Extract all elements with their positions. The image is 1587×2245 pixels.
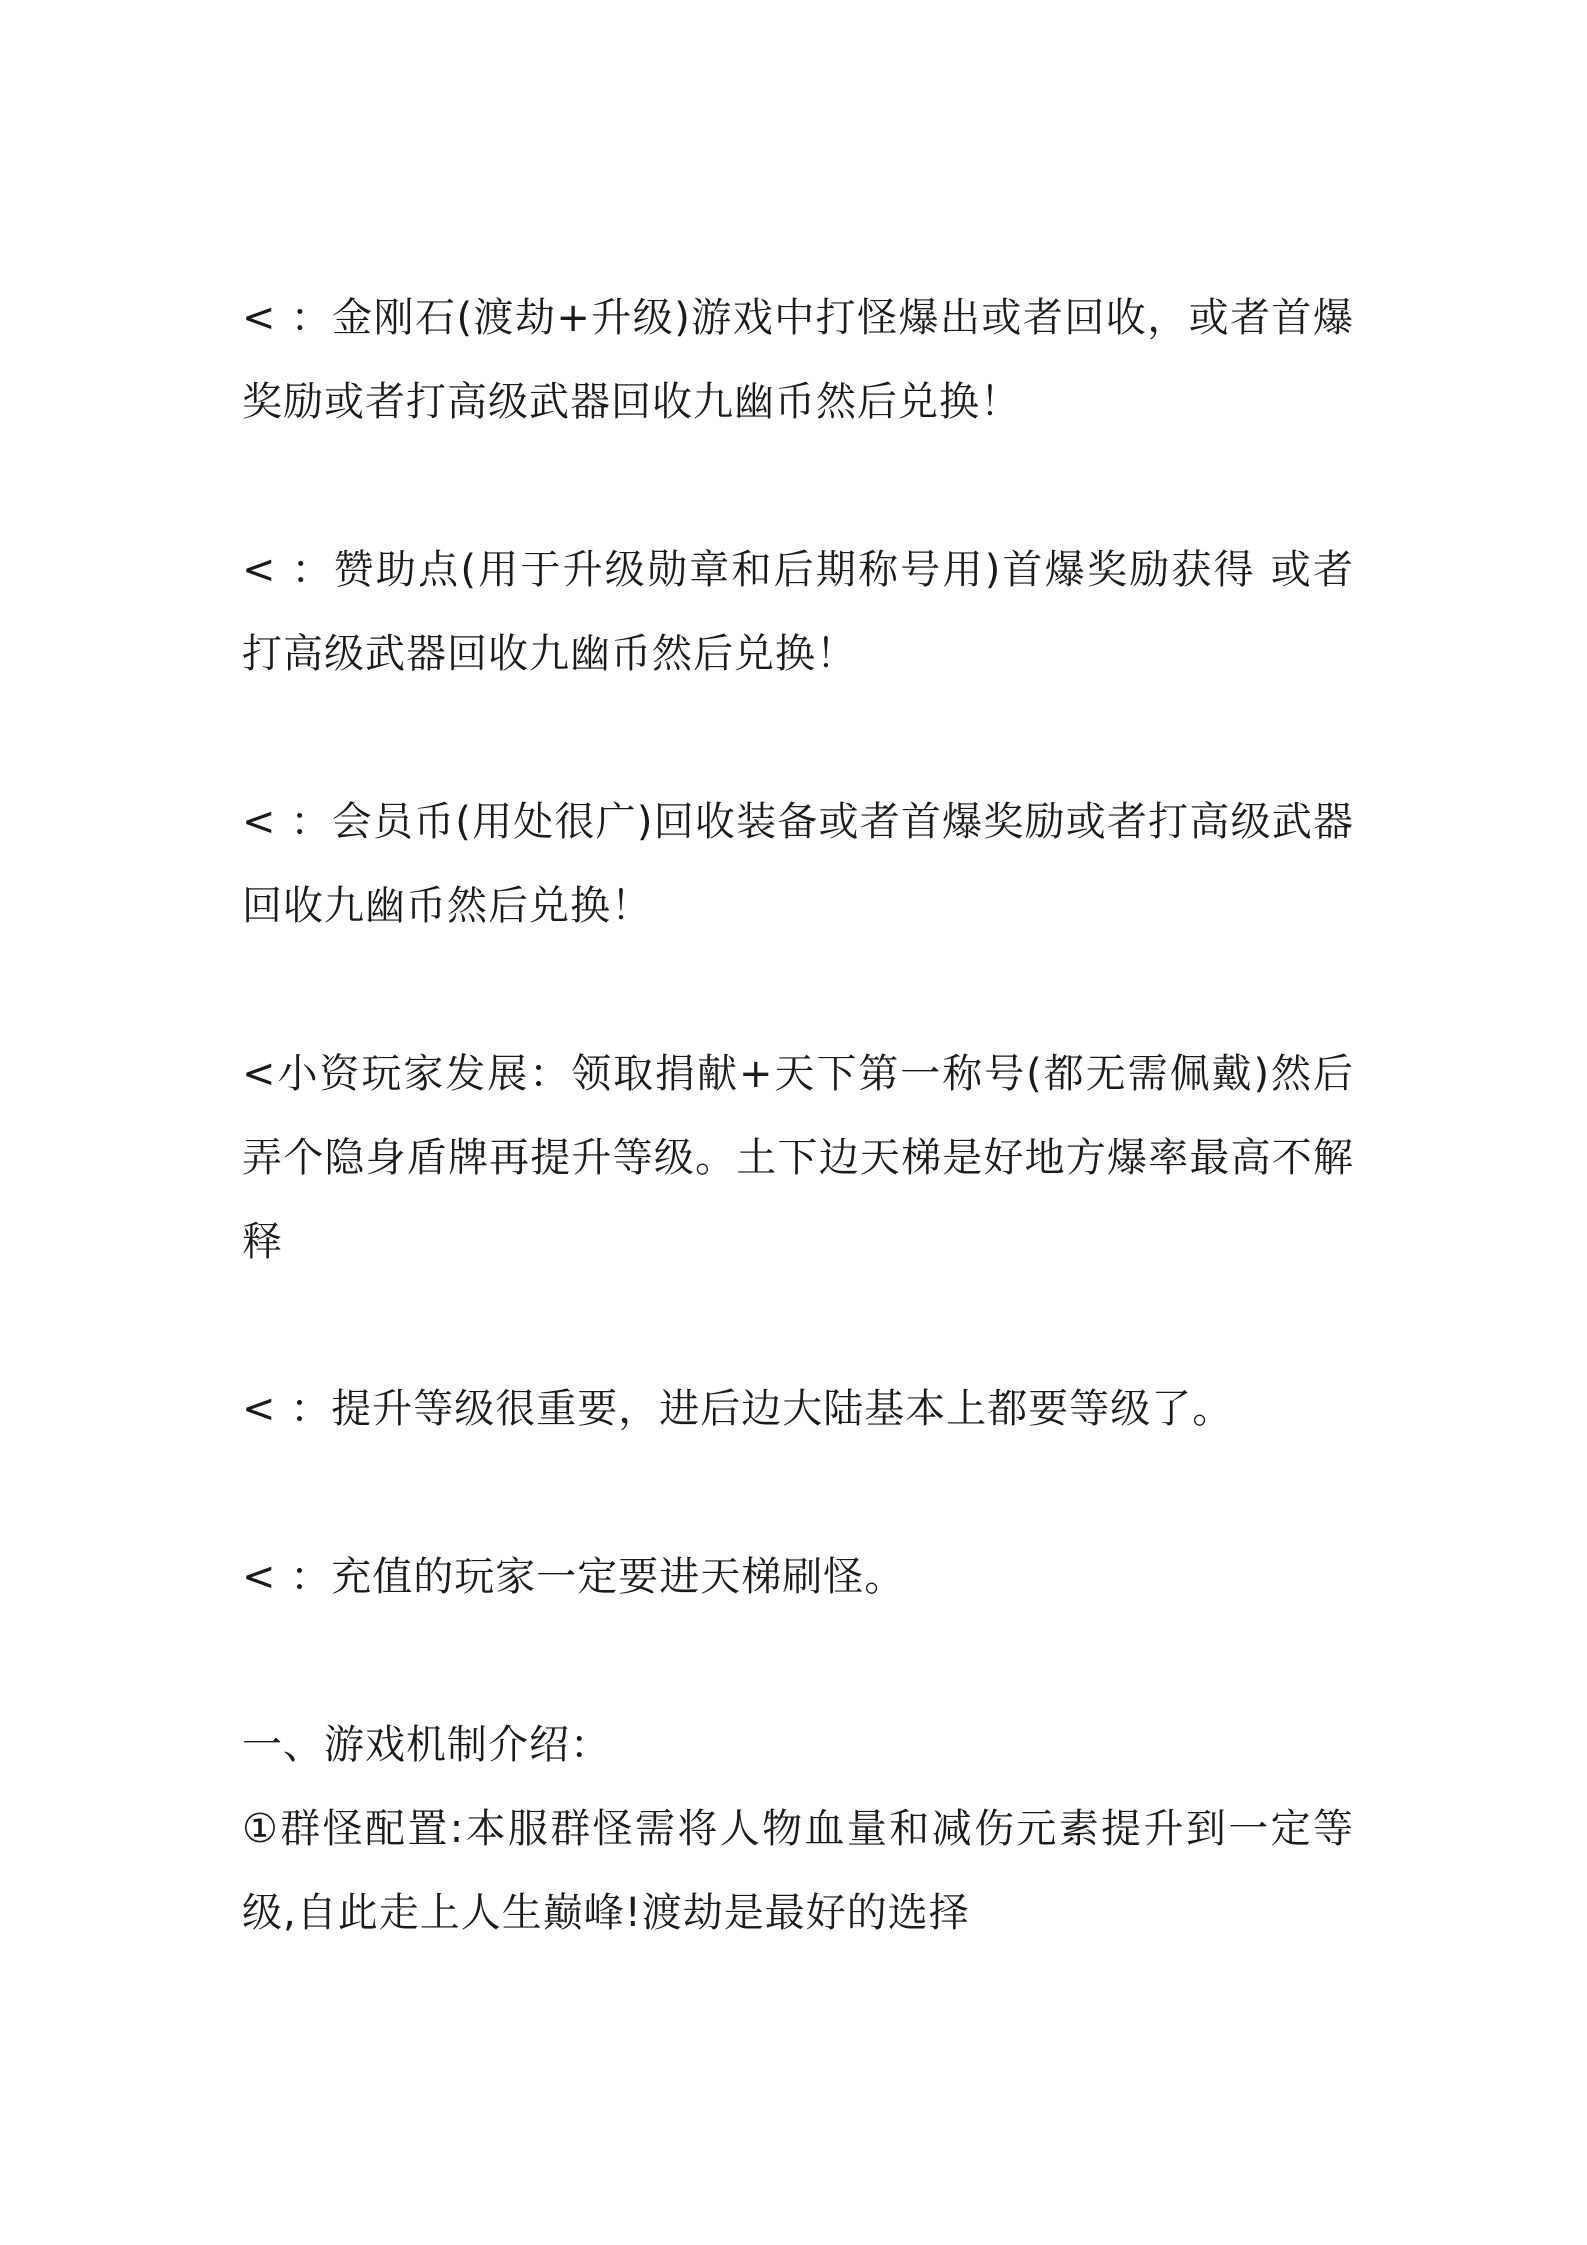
paragraph-casual-player: <小资玩家发展：领取捐献+天下第一称号(都无需佩戴)然后弄个隐身盾牌再提升等级。土下边天梯是好地方爆率最高不解释 — [242, 1051, 1354, 1265]
paragraph-member-coins: < ：会员币(用处很广)回收装备或者首爆奖励或者打高级武器回收九幽币然后兑换！ — [242, 799, 1354, 929]
paragraph-level-up: < ：提升等级很重要，进后边大陆基本上都要等级了。 — [242, 1386, 1234, 1432]
paragraph-diamond: < ：金刚石(渡劫+升级)游戏中打怪爆出或者回收，或者首爆奖励或者打高级武器回收九幽币然后兑换！ — [242, 295, 1354, 425]
section-heading: 一、游戏机制介绍： — [242, 1722, 611, 1768]
paragraph-group-monsters: ①群怪配置:本服群怪需将人物血量和减伤元素提升到一定等级,自此走上人生巅峰!渡劫是最好的选择 — [242, 1806, 1354, 1936]
paragraph-sponsor-points: < ：赞助点(用于升级勋章和后期称号用)首爆奖励获得 或者打高级武器回收九幽币然后兑换！ — [242, 547, 1354, 677]
paragraph-recharge: < ：充值的玩家一定要进天梯刷怪。 — [242, 1554, 906, 1600]
